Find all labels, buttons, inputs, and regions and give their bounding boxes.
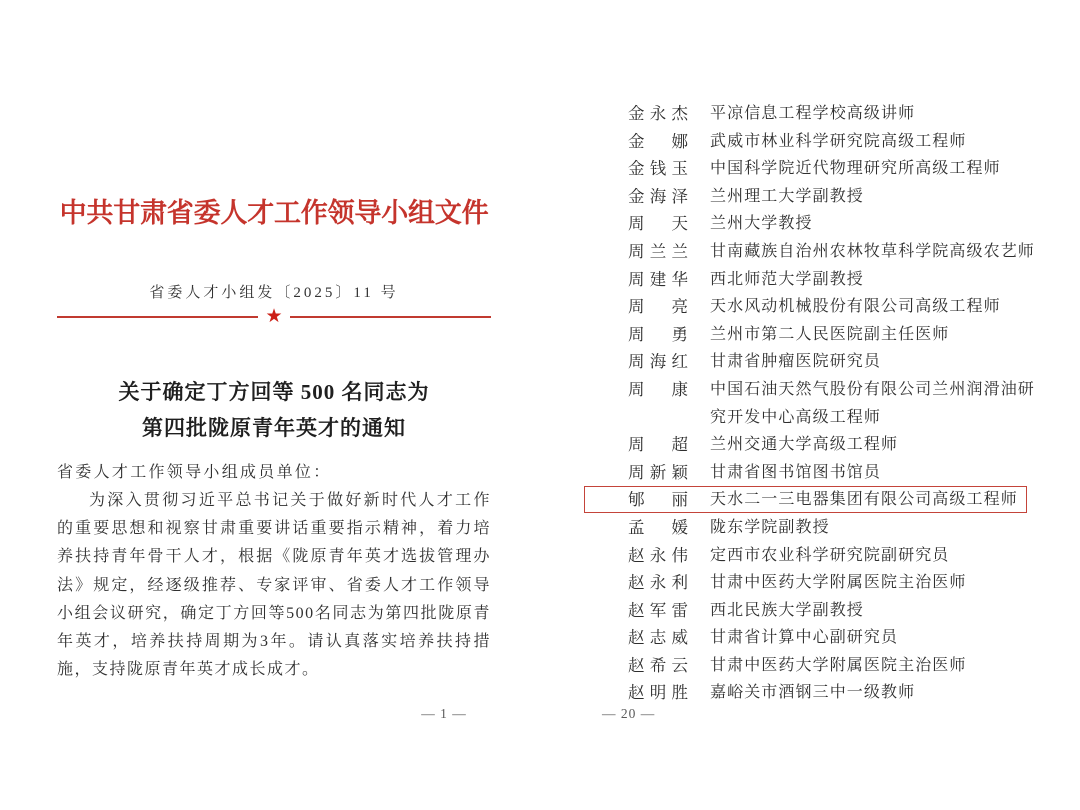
list-item xyxy=(628,266,1040,294)
person-name: 周 超 xyxy=(628,435,688,455)
person-name: 周 建 华 xyxy=(628,269,688,289)
person-title: 中国石油天然气股份有限公司兰州润滑油研究开发中心高级工程师 xyxy=(710,380,1035,426)
person-title: 中国科学院近代物理研究所高级工程师 xyxy=(710,160,1001,178)
person-title: 西北师范大学副教授 xyxy=(710,270,864,288)
page-number-right: — 20 — xyxy=(602,706,656,721)
person-title: 甘肃中医药大学附属医院主治医师 xyxy=(710,656,967,674)
org-header: 中共甘肃省委人才工作领导小组文件 xyxy=(59,198,489,228)
person-title: 甘肃省计算中心副研究员 xyxy=(710,629,899,647)
person-name: 周 康 xyxy=(628,379,688,399)
list-item xyxy=(628,100,1040,128)
person-title: 天水风动机械股份有限公司高级工程师 xyxy=(710,298,1001,316)
person-title: 兰州理工大学副教授 xyxy=(710,187,864,205)
doc-title xyxy=(57,374,491,446)
person-name: 周 勇 xyxy=(628,324,688,344)
entry-list xyxy=(628,100,1040,707)
list-item xyxy=(628,514,1040,542)
list-item xyxy=(628,128,1040,156)
person-title: 平凉信息工程学校高级讲师 xyxy=(710,105,916,122)
person-title: 嘉峪关市酒钢三中一级教师 xyxy=(710,684,916,702)
person-name: 赵 永 伟 xyxy=(628,545,688,565)
person-name: 赵 永 利 xyxy=(628,573,688,593)
person-name: 金 娜 xyxy=(628,131,688,151)
list-item xyxy=(628,652,1040,680)
person-title: 陇东学院副教授 xyxy=(710,518,830,536)
person-title: 兰州市第二人民医院副主任医师 xyxy=(710,325,950,343)
person-name: 赵 希 云 xyxy=(628,655,688,675)
person-title: 武威市林业科学研究院高级工程师 xyxy=(710,132,967,150)
body-text: 为深入贯彻习近平总书记关于做好新时代人才工作的重要思想和视察甘肃重要讲话重要指示精神，着力培养扶持青年骨干人才，根据《陇原青年英才选拔管理办法》规定，经逐级推荐、专家评审、省委人才工作领导小组会议研究，确定丁方回等500名同志为第四批陇原青年英才，培养扶持周期为3年。请认真落实培养扶持措施，支持陇原青年英才成长成才。 xyxy=(57,492,491,679)
salutation: 省委人才工作领导小组成员单位： xyxy=(57,464,332,481)
doc-title-line1: 关于确定丁方回等 500 名同志为 xyxy=(118,380,430,404)
list-item xyxy=(628,376,1040,431)
person-name: 周 新 颖 xyxy=(628,462,688,482)
rule-line-left xyxy=(57,316,258,319)
person-name: 金 钱 玉 xyxy=(628,159,688,179)
list-item xyxy=(628,679,1040,707)
red-rule xyxy=(57,306,491,328)
rule-line-right xyxy=(290,316,491,319)
list-item xyxy=(628,155,1040,183)
list-item xyxy=(628,624,1040,652)
person-title: 甘南藏族自治州农林牧草科学院高级农艺师 xyxy=(710,242,1035,260)
person-name: 孟 媛 xyxy=(628,517,688,537)
list-item xyxy=(628,238,1040,266)
list-item xyxy=(628,569,1040,597)
person-title: 兰州大学教授 xyxy=(710,215,813,233)
person-title: 天水二一三电器集团有限公司高级工程师 xyxy=(710,491,1018,509)
person-title: 甘肃省肿瘤医院研究员 xyxy=(710,353,882,371)
person-name: 周 海 红 xyxy=(628,352,688,372)
list-item xyxy=(628,486,1040,514)
page-left xyxy=(57,0,491,810)
person-name: 郇 丽 xyxy=(628,490,688,510)
list-item xyxy=(628,321,1040,349)
person-name: 周 兰 兰 xyxy=(628,241,688,261)
person-title: 兰州交通大学高级工程师 xyxy=(710,436,899,454)
person-title: 西北民族大学副教授 xyxy=(710,601,864,619)
person-name: 赵 军 雷 xyxy=(628,600,688,620)
person-name: 赵 志 威 xyxy=(628,628,688,648)
person-title: 定西市农业科学研究院副研究员 xyxy=(710,546,950,564)
list-item xyxy=(628,542,1040,570)
person-title: 甘肃省图书馆图书馆员 xyxy=(710,463,882,481)
list-item xyxy=(628,348,1040,376)
doc-title-line2: 第四批陇原青年英才的通知 xyxy=(142,416,406,440)
list-item xyxy=(628,183,1040,211)
list-item xyxy=(628,210,1040,238)
person-name: 金 海 泽 xyxy=(628,186,688,206)
person-name: 周 天 xyxy=(628,214,688,234)
person-name: 周 亮 xyxy=(628,297,688,317)
list-item xyxy=(628,597,1040,625)
list-item xyxy=(628,459,1040,487)
page-number-left: — 1 — xyxy=(421,706,467,721)
star-icon: ★ xyxy=(265,306,283,327)
list-item xyxy=(628,293,1040,321)
person-title: 甘肃中医药大学附属医院主治医师 xyxy=(710,574,967,592)
page-right xyxy=(628,100,1040,707)
list-item xyxy=(628,431,1040,459)
person-name: 赵 明 胜 xyxy=(628,683,688,703)
person-name: 金 永 杰 xyxy=(628,104,688,123)
doc-number: 省委人才小组发〔2025〕11 号 xyxy=(149,285,399,301)
